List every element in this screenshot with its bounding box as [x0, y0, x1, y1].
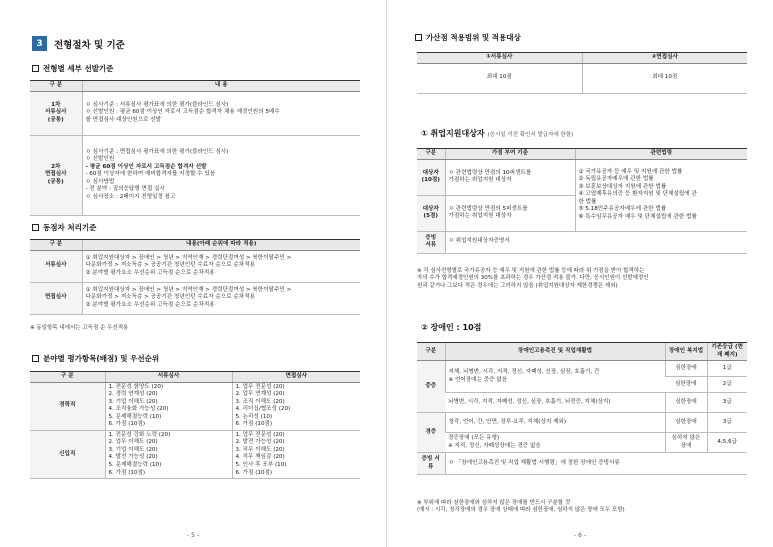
section-title: 전형절차 및 기준	[54, 39, 125, 51]
row-label: 서류심사	[30, 250, 82, 282]
legacy-grade: 3급	[707, 393, 747, 413]
row-label: 경력직	[30, 382, 105, 430]
evaluation-table	[30, 371, 360, 479]
column-header: 내용(아래 순위에 따라 적용)	[82, 240, 360, 251]
welfare-law-grade: 심한장애	[665, 393, 707, 413]
max-bonus-document: 최대 10점	[417, 63, 582, 93]
table-row	[417, 231, 747, 253]
table-row	[417, 361, 747, 377]
column-header: 가점 부여 기준	[445, 149, 575, 160]
row-label: 면접심사	[30, 282, 82, 314]
column-header: 서류심사	[105, 372, 232, 383]
legacy-grade: 2급	[707, 377, 747, 393]
column-header: ②면접심사	[582, 53, 747, 64]
bonus-scope-table	[417, 52, 747, 94]
page-number: - 6 -	[574, 532, 586, 539]
criteria-cell: ㅇ 관련법령상 만점의 10퍼센트를 가점하는 취업지원 대상자	[445, 159, 575, 195]
veteran-table	[417, 148, 747, 254]
column-header: 내 용	[82, 81, 360, 92]
row-content: ① 취업지원대상자 > 장애인 > 청년 > 지역인재 > 경력단절여성 > 북한이탈주민 > 다문화가정 > 저소득층 > 공공기관 청년인턴 수료자 순으로 순차적용 ② 분야별 평가요소 우선순위 고득점 순으로 순차적용	[82, 250, 360, 282]
disability-types: 뇌병변, 시각, 지적, 자폐성, 정신, 심장, 호흡기, 뇌전증, 지체(상지)	[445, 393, 665, 413]
row-label: 신입직	[30, 430, 105, 478]
row-content: ① 취업지원대상자 > 장애인 > 청년 > 지역인재 > 경력단절여성 > 북한이탈주민 > 다문화가정 > 저소득층 > 공공기관 청년인턴 수료자 순으로 순차적용 ② 분야별 평가요소 우선순위 고득점 순으로 순차적용	[82, 282, 360, 314]
table-row	[30, 91, 360, 135]
table-row	[30, 250, 360, 282]
welfare-law-grade: 심한장애	[665, 377, 707, 393]
stage-criteria-table	[30, 80, 360, 216]
column-header: 장애인 복지법	[665, 343, 707, 361]
table-row	[30, 135, 360, 215]
table-row	[417, 159, 747, 195]
column-header: 구분	[417, 149, 445, 160]
legacy-grade: 1급	[707, 361, 747, 377]
stage-criteria-heading: 전형별 세부 선발기준	[32, 63, 113, 74]
welfare-law-grade: 심하지 않은 장애	[665, 433, 707, 453]
criteria-cell: ㅇ 취업지원대상자증명서	[445, 231, 747, 253]
row-label: 대상자 (5점)	[417, 195, 445, 231]
disability-types: 청각, 언어, 간, 안면, 장루·요루, 지체(상지 제외)	[445, 413, 665, 433]
row-label: 증빙 서류	[417, 231, 445, 253]
page-5	[0, 0, 386, 547]
evaluation-heading: 분야별 평가항목(배점) 및 우선순위	[32, 353, 159, 364]
row-label: 1차 서류심사 (공통)	[30, 91, 82, 135]
tie-break-table	[30, 239, 360, 315]
column-header: 구 분	[30, 240, 82, 251]
checkbox-square-icon	[32, 65, 39, 72]
table-row	[30, 282, 360, 314]
document-review-items: 1. 전문성 함양도 (20) 2. 경력 연계성 (20) 3. 기업 이해도 (20) 4. 조직융화 가능성 (20) 5. 문제해결능력 (10) 6. 가점 (10점)	[105, 382, 232, 430]
section-number-badge: 3	[32, 36, 47, 51]
column-header: 관련법령	[575, 149, 747, 160]
row-label: 2차 면접심사 (공통)	[30, 135, 82, 215]
disabled-note: ※ 부위에 따라 심한장애와 심하지 않은 장애를 반드시 구분할 것 (예시 : 시각, 청각장애의 경우 장애 상태에 따라 심한장애, 심하지 않은 장애 모두 포함)	[417, 500, 625, 514]
column-header: 구 분	[30, 81, 82, 92]
column-header: 면접심사	[232, 372, 360, 383]
section-heading	[32, 36, 125, 51]
row-label: 중증	[417, 361, 445, 413]
tie-break-note: ※ 동일항목 내에서는 고득점 순 우선적용	[30, 325, 129, 331]
legacy-grade: 4,5,6급	[707, 433, 747, 453]
column-header: 장애인고용촉진 및 직업재활법	[445, 343, 665, 361]
table-row	[417, 63, 747, 93]
row-label: 경증	[417, 413, 445, 453]
column-header: 기존등급 (현재 폐지)	[707, 343, 747, 361]
disability-types: 경증장애 (모든 유형) ※ 지적, 정신, 자폐성장애는 경증 없음	[445, 433, 665, 453]
table-row	[417, 413, 747, 433]
column-header: ①서류심사	[417, 53, 582, 64]
table-row	[417, 393, 747, 413]
page-number: - 5 -	[187, 532, 199, 539]
table-row	[30, 430, 360, 478]
document-review-items: 1. 전문성 강화 노력 (20) 2. 업무 이해도 (20) 3. 기업 이해도 (20) 4. 발전 가능성 (20) 5. 문제해결능력 (10) 6. 가점 (10점)	[105, 430, 232, 478]
disabled-heading: ② 장애인 : 10점	[421, 323, 482, 332]
veteran-heading: ① 취업지원대상자 (응시일 이전 확인서 발급자에 한함)	[421, 129, 574, 138]
checkbox-square-icon	[415, 34, 422, 41]
interview-items: 1. 업무 전문성 (20) 2. 업무 연계성 (20) 3. 조직 이해도 (20) 4. 리더십/협조성 (20) 5. 논리성 (10) 6. 가점 (10점)	[232, 382, 360, 430]
proof-documents: ㅇ 「장애인고용촉진 및 직업 재활법 시행령」에 정한 장애인 증빙서류	[445, 453, 747, 475]
tie-break-heading: 동점자 처리기준	[32, 222, 96, 233]
row-content: ㅇ 심사기준 : 면접심사 평가표에 의한 평가(블라인드 심사) ㅇ 선발인원 - 평균 60점 이상인 자로서 고득점순 합격자 선발 - 60점 이상자에 한하여 예비합격자를 지정할 수 있음 ㅇ 심사방법 - 전 분야 : 질의응답형 면접 실시 ㅇ 심사장소 : 2페이지 전형일정 참고	[82, 135, 360, 215]
disability-types: 지체, 뇌병변, 시각, 지적, 정신, 자폐성, 신장, 심장, 호흡기, 간 ※ 언어장애는 중증 없음	[445, 361, 665, 393]
row-label: 대상자 (10점)	[417, 159, 445, 195]
interview-items: 1. 업무 전문성 (20) 2. 발전 가능성 (20) 3. 직무 이해도 (20) 4. 직무 책임감 (20) 5. 인사 후 포부 (10) 6. 가점 (10점)	[232, 430, 360, 478]
max-bonus-interview: 최대 10점	[582, 63, 747, 93]
table-row	[30, 382, 360, 430]
legacy-grade: 3급	[707, 413, 747, 433]
related-laws-cell: ① 국가유공자 등 예우 및 지원에 관한 법률 ② 독립유공자예우에 관한 법률 ③ 보훈보상대상자 지원에 관한 법률 ④ 고엽제후유의증 등 환자지원 및 단체설립에 관 한 법률 ⑤ 5.18민주유공자예우에 관한 법률 ⑥ 특수임무유공자 예우 및 단체설립에 관한 법률	[575, 159, 747, 231]
checkbox-square-icon	[32, 355, 39, 362]
criteria-cell: ㅇ 관련법령상 만점의 5퍼센트를 가점하는 취업지원 대상자	[445, 195, 575, 231]
table-row	[417, 433, 747, 453]
column-header: 구분	[417, 343, 445, 361]
bonus-scope-heading: 가산점 적용범위 및 적용대상	[415, 32, 521, 43]
welfare-law-grade: 심한장애	[665, 413, 707, 433]
row-label: 증빙 서류	[417, 453, 445, 475]
checkbox-square-icon	[32, 224, 39, 231]
disabled-table	[417, 342, 747, 475]
veteran-note: ※ 각 심사전형별로 국가유공자 등 예우 및 지원에 관한 법률 등에 따라 위 가점을 받아 합격하는 자의 수가 합격예정인원의 30%를 초과하는 경우 가산점 적용 불가. 다만, 응시인원이 선발예정인 원과 같거나 그보다 적은 경우에는 그러하지 않음 (취업지원대상자 제한경쟁은 제외)	[417, 268, 649, 289]
page-6	[387, 0, 773, 547]
row-content: ㅇ 심사기준 : 서류심사 평가표에 의한 평가(블라인드 심사) ㅇ 선발인원 : 평균 60점 이상인 자로서 고득점순 합격자 채용 예정인원의 5배수 를 면접심사 대상인원으로 선발	[82, 91, 360, 135]
welfare-law-grade: 심한장애	[665, 361, 707, 377]
column-header: 구 분	[30, 372, 105, 383]
table-row	[417, 453, 747, 475]
